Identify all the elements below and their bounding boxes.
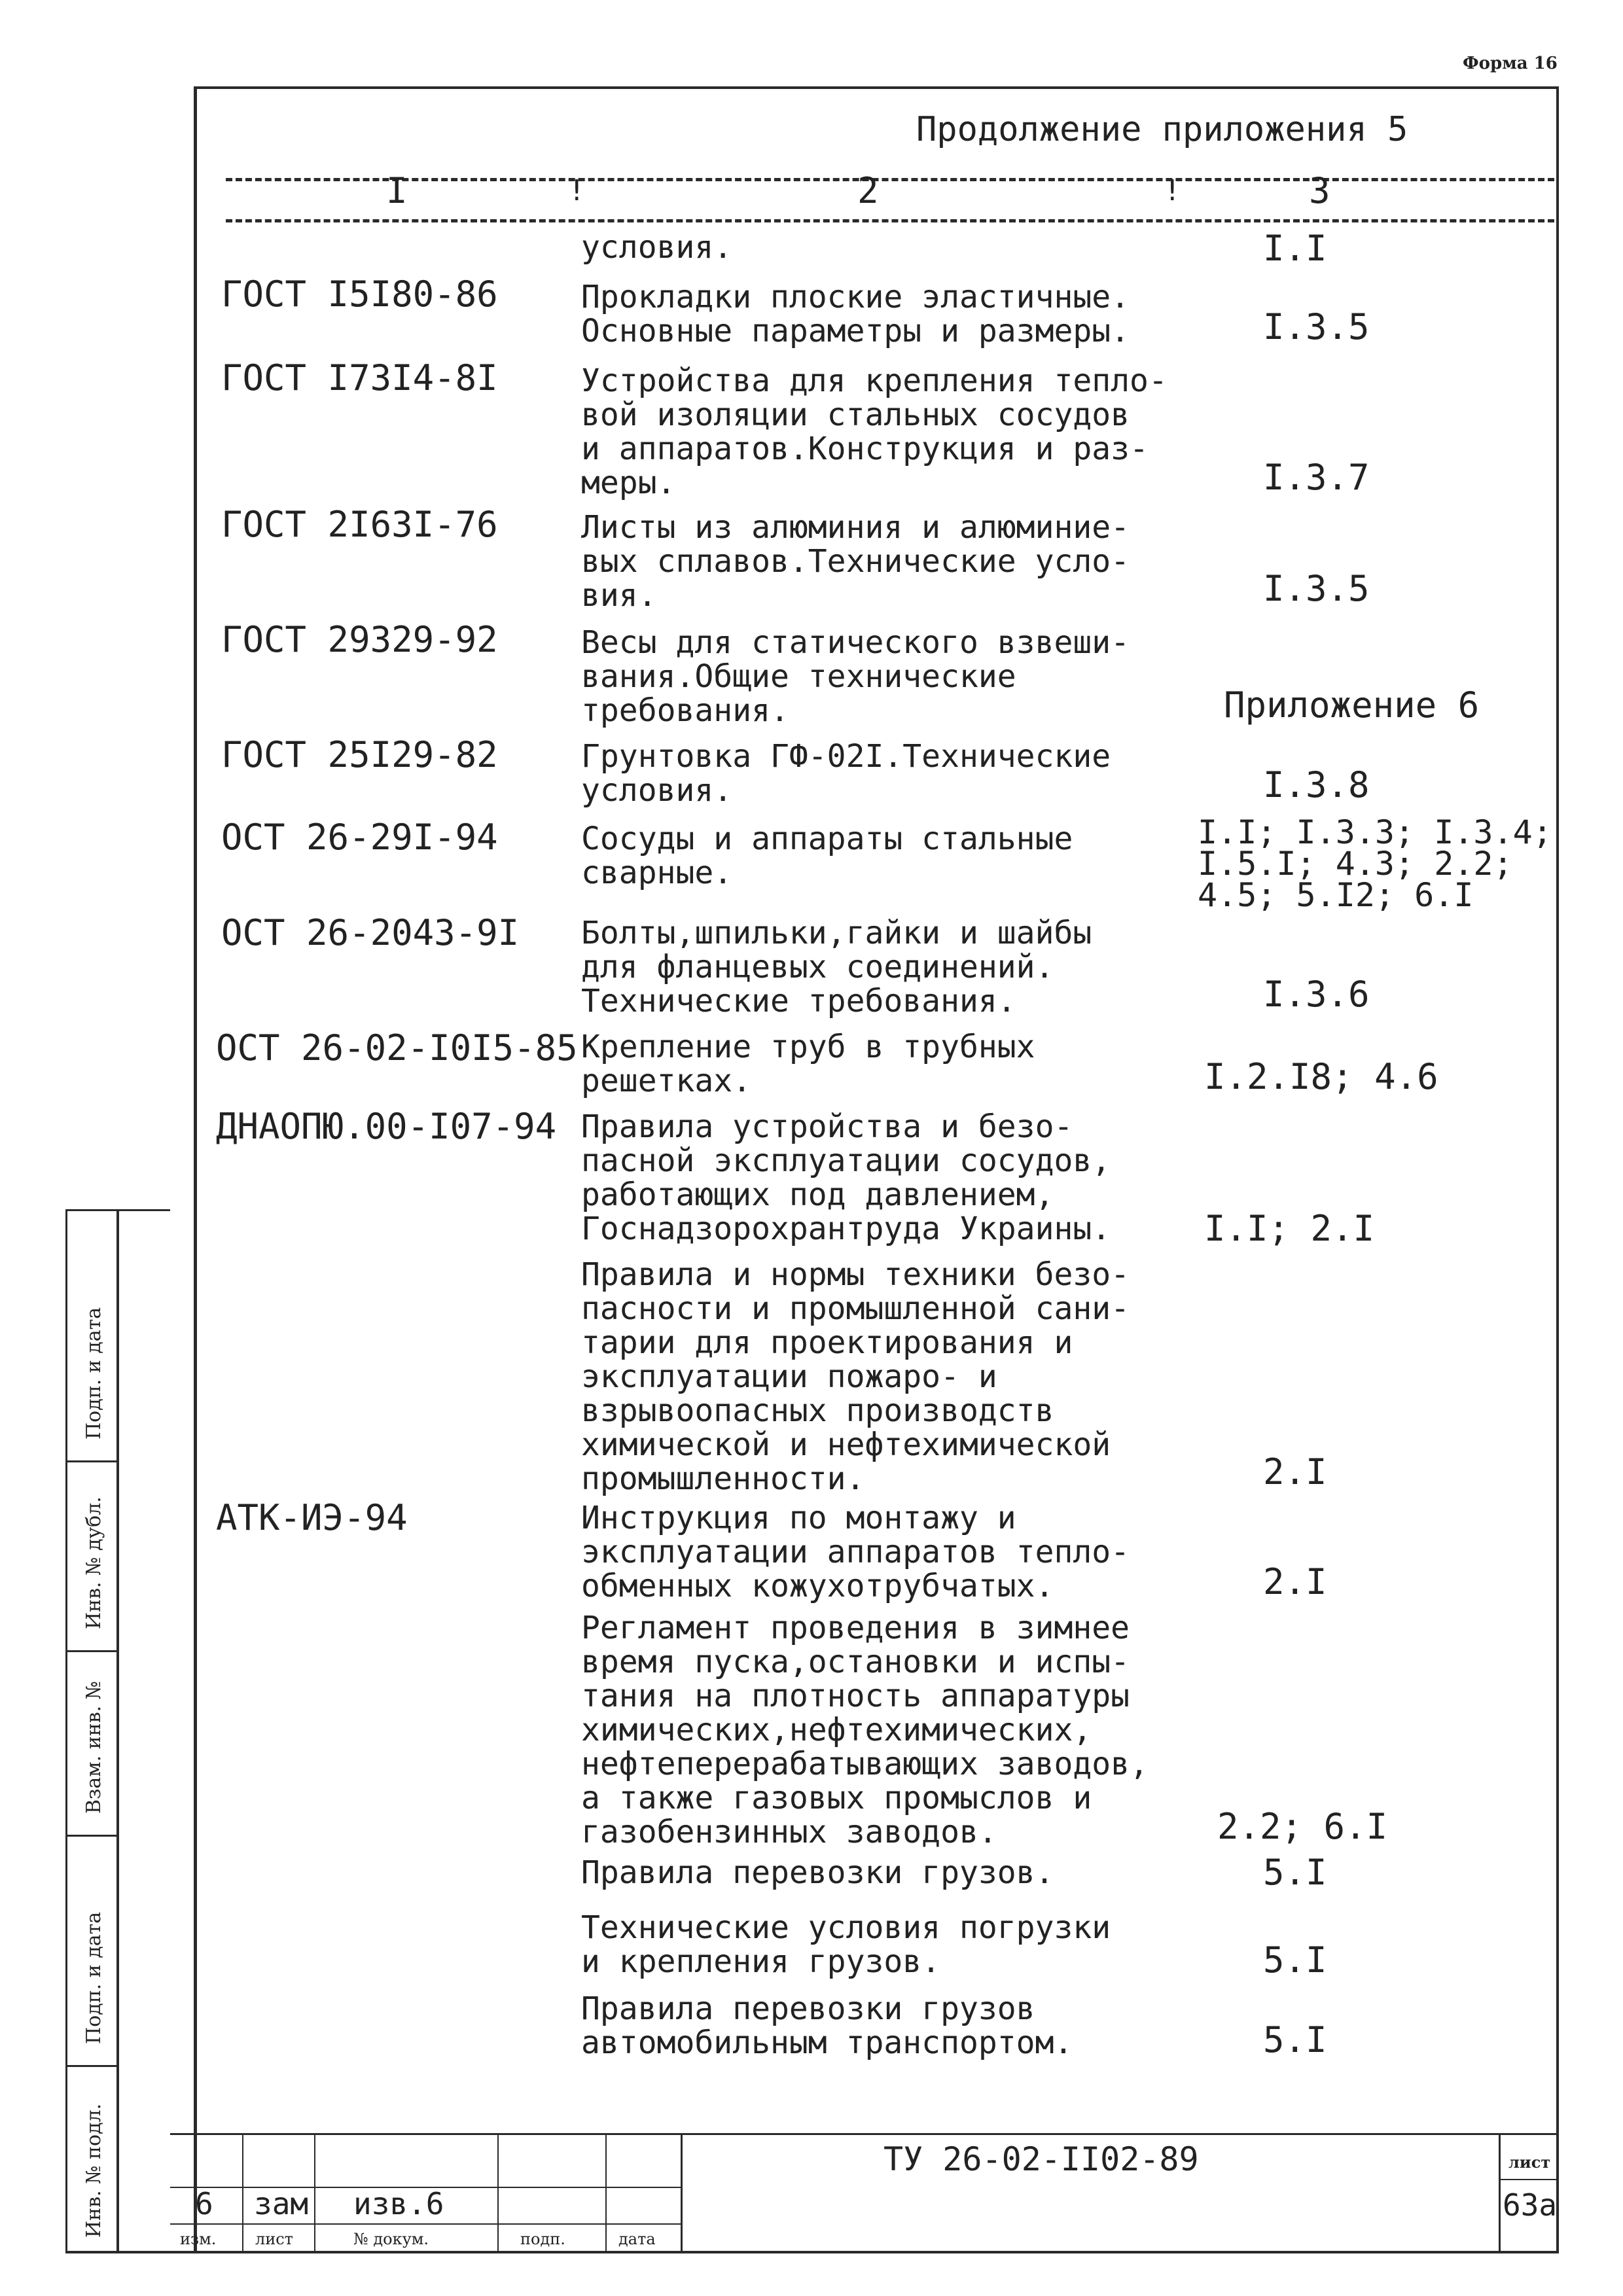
table-row-desc: Устройства для крепления тепло- вой изоляции стальных сосудов и аппаратов.Конструкция и раз- меры. [581, 362, 1168, 501]
title-block-col-line [681, 2134, 683, 2252]
vzam-inv-label: Взам. инв. № [82, 1680, 105, 1814]
table-row-desc: Листы из алюминия и алюминие- вых сплавов.Технические усло- вия. [581, 509, 1130, 614]
table-row-ref: ОСТ 26-29I-94 [221, 817, 498, 858]
table-row-desc: Сосуды и аппараты стальные сварные. [581, 821, 1073, 891]
table-row-desc: Правила перевозки грузов. [581, 1854, 1054, 1891]
side-stamp-divider [65, 1460, 118, 1462]
header-top-dash [226, 178, 1554, 181]
title-block-col-line [242, 2134, 243, 2252]
list-value: зам [254, 2186, 309, 2221]
column-2-number: 2 [857, 170, 879, 211]
table-row-ref: ГОСТ I73I4-8I [221, 357, 498, 398]
table-row-section: 2.I [1263, 1451, 1327, 1492]
podp-data-label: Подп. и дата [82, 1307, 105, 1439]
table-row-section: I.3.8 [1263, 764, 1370, 805]
list-label: лист [255, 2230, 293, 2248]
table-row-section: I.3.5 [1263, 306, 1370, 347]
sheet-number: 63а [1503, 2187, 1558, 2223]
title-block-col-line [314, 2134, 315, 2252]
table-row-desc: Регламент проведения в зимнее время пуска,остановки и испы- тания на плотность аппаратуры химических,нефтехимических, нефтеперерабатывающих заводов, а также газовых промыслов и газобензинных заводов. [581, 1610, 1149, 1850]
table-row-section: I.3.5 [1263, 568, 1370, 609]
inv-podl-label: Инв. № подл. [82, 2103, 105, 2238]
table-row-section: 2.2; 6.I [1217, 1806, 1388, 1847]
side-stamp-divider [65, 1835, 118, 1837]
table-row-ref: ОСТ 26-02-I0I5-85 [216, 1027, 578, 1069]
table-row-ref: ДНАОПЮ.00-I07-94 [216, 1106, 557, 1147]
table-row-desc: Инструкция по монтажу и эксплуатации аппаратов тепло- обменных кожухотрубчатых. [581, 1500, 1130, 1604]
frame-bottom-line [65, 2251, 1559, 2253]
table-row-section: 5.I [1263, 1939, 1327, 1981]
table-row-ref: АТК-ИЭ-94 [216, 1497, 408, 1538]
frame-top-line [196, 86, 1558, 89]
table-row-desc: Болты,шпильки,гайки и шайбы для фланцевых соединений. Технические требования. [581, 915, 1092, 1019]
data-label: дата [618, 2230, 656, 2248]
izm-value: 6 [195, 2186, 213, 2221]
column-separator-2: ! [1164, 174, 1181, 207]
table-row-desc: условия. [581, 229, 733, 266]
table-row-section: 2.I [1263, 1561, 1327, 1602]
izm-label: изм. [180, 2230, 217, 2248]
table-row-ref: ГОСТ 2I63I-76 [221, 504, 498, 545]
table-row-ref: ОСТ 26-2043-9I [221, 912, 520, 953]
table-row-section: I.2.I8; 4.6 [1204, 1056, 1438, 1097]
table-row-desc: Правила и нормы техники безо- пасности и промышленной сани- тарии для проектирования и эксплуатации пожаро- и взрывоопасных производств химической и нефтехимической промышленности. [581, 1256, 1130, 1497]
table-row-desc: Крепление труб в трубных решетках. [581, 1029, 1035, 1099]
header-bottom-dash [226, 219, 1554, 222]
table-row-desc: Прокладки плоские эластичные. Основные параметры и размеры. [581, 279, 1130, 349]
column-1-number: I [386, 170, 408, 211]
table-row-section: 5.I [1263, 2019, 1327, 2060]
table-row-desc: Правила перевозки грузов автомобильным транспортом. [581, 1990, 1073, 2061]
table-row-section: 5.I [1263, 1852, 1327, 1893]
frame-right-line [1556, 86, 1559, 2252]
side-stamp-inner-line [65, 1209, 67, 2252]
side-stamp-divider [65, 2065, 118, 2067]
podp-label: подп. [520, 2230, 565, 2248]
table-row-desc: Весы для статического взвеши- вания.Общие технические требования. [581, 624, 1130, 729]
table-row-ref: ГОСТ 29329-92 [221, 619, 498, 660]
table-row-desc: Технические условия погрузки и крепления грузов. [581, 1909, 1111, 1980]
podp-data-label-2: Подп. и дата [82, 1911, 105, 2044]
title-block-row-line [170, 2223, 681, 2225]
table-row-section: I.I; 2.I [1204, 1208, 1375, 1249]
frame-left-line [194, 86, 197, 2252]
table-row-section: I.I; I.3.3; I.3.4; I.5.I; 4.3; 2.2; 4.5; 5.I2; 6.I [1198, 813, 1552, 914]
table-row-section: I.3.7 [1263, 457, 1370, 498]
inv-dubl-label: Инв. № дубл. [82, 1496, 105, 1629]
side-stamp-right-line [116, 1209, 119, 2252]
side-stamp-top-line [65, 1209, 170, 1211]
table-row-ref: ГОСТ I5I80-86 [221, 274, 498, 315]
form-label: Форма 16 [1463, 54, 1558, 73]
title-block-top-line [170, 2133, 1558, 2135]
table-row-section: I.I [1263, 228, 1327, 269]
column-separator-1: ! [568, 174, 586, 207]
table-row-ref: ГОСТ 25I29-82 [221, 734, 498, 775]
doc-number-value: изв.6 [353, 2186, 444, 2221]
table-row-desc: Грунтовка ГФ-02I.Технические условия. [581, 738, 1111, 809]
sheet-label: лист [1508, 2153, 1551, 2172]
table-row-section: I.3.6 [1263, 974, 1370, 1015]
continuation-heading: Продолжение приложения 5 [916, 110, 1408, 149]
title-block-col-line [497, 2134, 499, 2252]
side-stamp-divider [65, 1650, 118, 1652]
table-row-desc: Правила устройства и безо- пасной эксплуатации сосудов, работающих под давлением, Госнадзорохрантруда Украины. [581, 1108, 1111, 1247]
doc-number-label: № докум. [353, 2230, 429, 2248]
title-block-col-line [1499, 2134, 1501, 2252]
title-block-col-line [605, 2134, 607, 2252]
column-3-number: 3 [1309, 170, 1330, 211]
title-block-sheet-line [1499, 2179, 1558, 2180]
table-row-section: Приложение 6 [1224, 684, 1480, 726]
document-code: ТУ 26-02-II02-89 [883, 2140, 1199, 2178]
